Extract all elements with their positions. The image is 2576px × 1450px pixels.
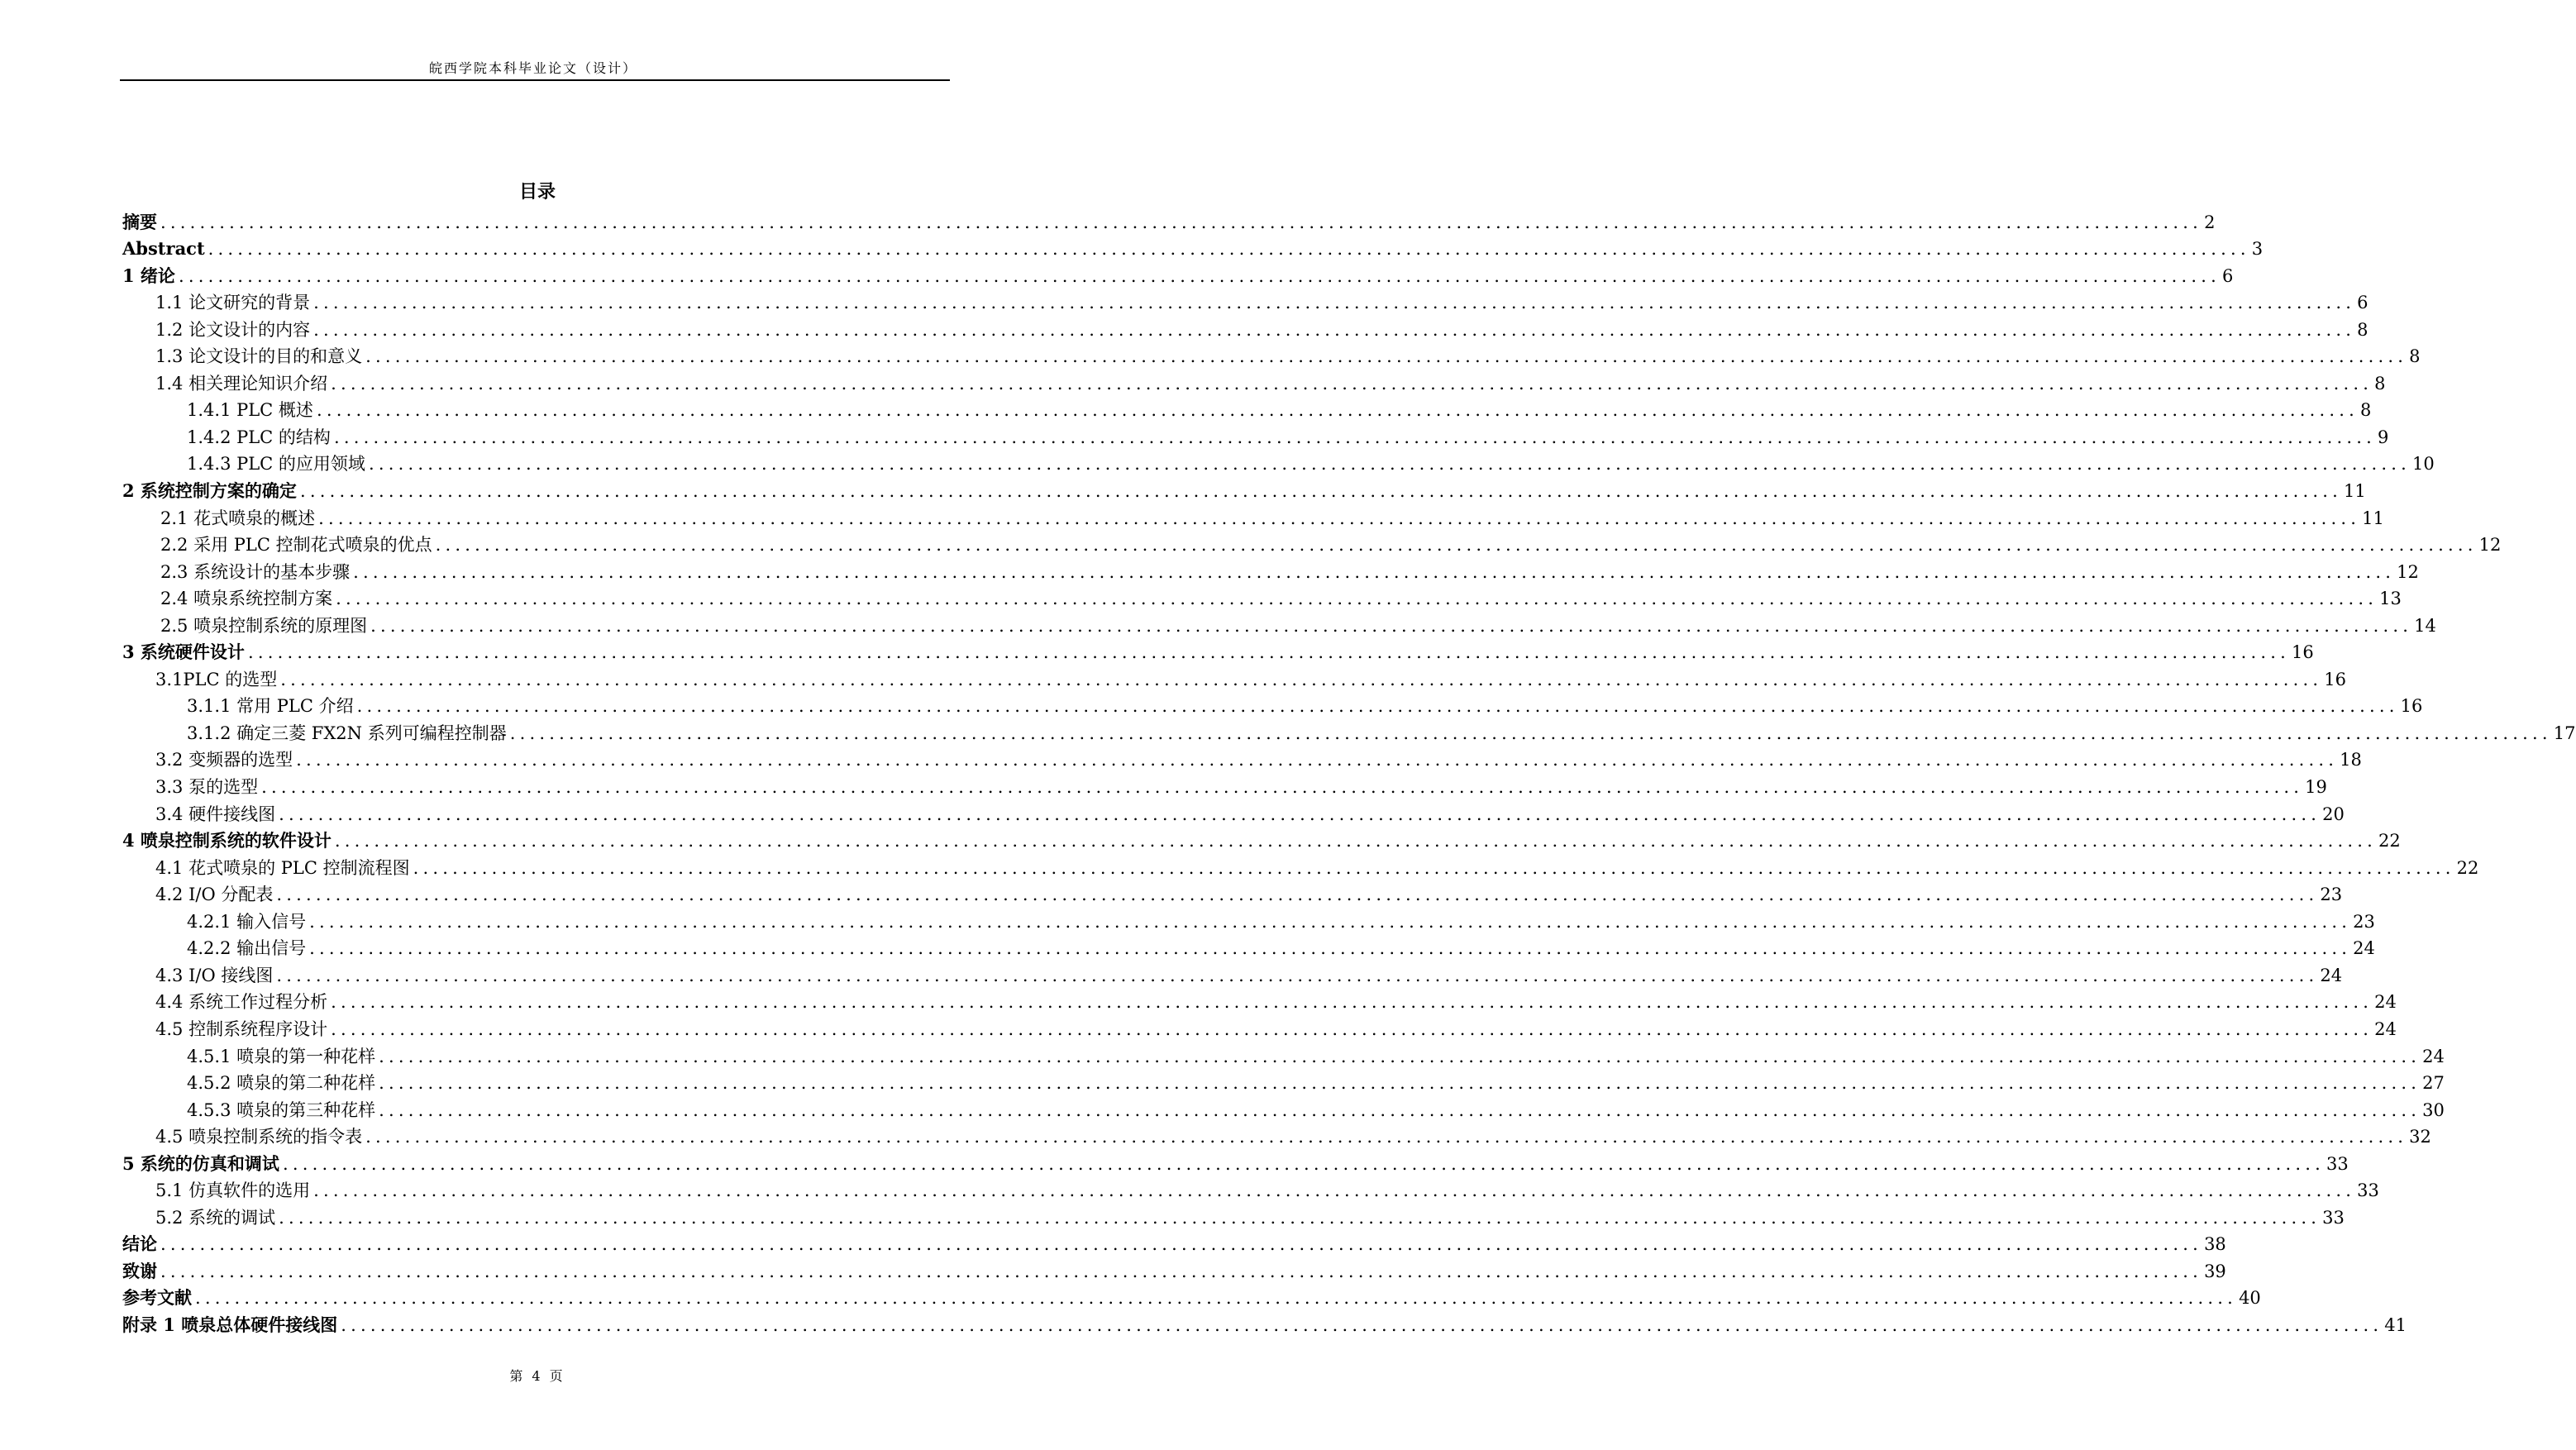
toc-dot-leader: ................................................................................................................................................................................................................ [195,1288,2238,1309]
toc-entry[interactable] [122,770,2327,798]
toc-entry[interactable] [122,851,2479,878]
toc-entry-page: 10 [2412,454,2435,475]
toc-entry-page: 6 [2222,265,2234,286]
toc-dot-leader: ................................................................................................................................................................................................................ [313,319,2356,340]
toc-entry[interactable] [122,743,2362,770]
toc-entry[interactable] [122,689,2423,717]
toc-entry-page: 12 [2478,535,2502,556]
toc-entry-label: 4.5.2 喷泉的第二种花样 [187,1073,376,1094]
toc-entry-page: 33 [2357,1181,2379,1201]
toc-entry[interactable] [122,447,2435,475]
toc-dot-leader: ................................................................................................................................................................................................................ [379,1073,2421,1094]
toc-entry[interactable] [122,501,2384,528]
toc-dot-leader: ................................................................................................................................................................................................................ [160,1234,2203,1255]
toc-dot-leader: ................................................................................................................................................................................................................ [435,535,2478,556]
toc-entry-label: 1.3 论文设计的目的和意义 [155,346,363,367]
toc-entry-label: 1 绪论 [122,265,175,286]
toc-entry-page: 8 [2357,319,2368,340]
toc-dot-leader: ................................................................................................................................................................................................................ [208,239,2250,260]
toc-dot-leader: ................................................................................................................................................................................................................ [160,212,2203,232]
toc-entry-label: 2 系统控制方案的确定 [122,480,297,502]
toc-entry-page: 22 [2378,831,2401,851]
toc-entry[interactable] [122,1039,2445,1066]
toc-entry[interactable] [122,259,2234,286]
toc-entry-page: 13 [2379,589,2402,609]
toc-entry-page: 24 [2353,938,2375,959]
toc-entry[interactable] [122,608,2436,636]
toc-entry-label: 2.2 采用 PLC 控制花式喷泉的优点 [160,535,432,556]
page-number: 第 4 页 [509,1368,565,1384]
toc-entry-label: 4.5 喷泉控制系统的指令表 [155,1127,363,1147]
toc-entry-label: 5 系统的仿真和调试 [122,1152,279,1174]
toc-entry-page: 8 [2409,346,2421,367]
toc-entry[interactable] [122,420,2389,447]
toc-entry-label: 1.2 论文设计的内容 [155,319,311,340]
toc-entry-page: 6 [2357,293,2368,313]
toc-dot-leader: ................................................................................................................................................................................................................ [333,427,2376,447]
toc-entry-page: 24 [2374,992,2397,1013]
toc-dot-leader: ................................................................................................................................................................................................................ [261,777,2304,798]
toc-entry[interactable] [122,1174,2379,1201]
toc-entry[interactable] [122,1281,2261,1309]
toc-entry-page: 30 [2422,1099,2445,1120]
toc-entry-page: 8 [2374,373,2386,394]
toc-entry-label: 4.4 系统工作过程分析 [155,992,328,1013]
toc-entry[interactable] [122,797,2345,824]
toc-entry-label: 4.5 控制系统程序设计 [155,1018,328,1039]
toc-entry-label: 5.1 仿真软件的选用 [155,1181,311,1201]
running-header: 皖西学院本科毕业论文（设计） [428,60,637,76]
toc-entry[interactable] [122,1228,2226,1255]
toc-entry[interactable] [122,205,2216,232]
toc-entry-label: 致谢 [122,1260,157,1281]
toc-entry[interactable] [122,312,2368,340]
toc-dot-leader: ................................................................................................................................................................................................................ [313,293,2356,313]
toc-dot-leader: ................................................................................................................................................................................................................ [299,481,2342,502]
toc-dot-leader: ................................................................................................................................................................................................................ [509,723,2552,743]
toc-dot-leader: ................................................................................................................................................................................................................ [313,1181,2356,1201]
toc-entry-label: 参考文献 [122,1287,192,1309]
header-rule [120,79,950,81]
toc-entry-page: 16 [2400,696,2423,717]
toc-entry[interactable] [122,985,2397,1013]
toc-entry[interactable] [122,662,2347,689]
toc-entry-page: 12 [2397,561,2419,582]
toc-dot-leader: ................................................................................................................................................................................................................ [336,589,2378,609]
toc-entry-page: 3 [2251,239,2264,260]
toc-entry[interactable] [122,636,2314,663]
toc-entry-label: 3.4 硬件接线图 [155,804,276,824]
toc-entry-page: 11 [2344,481,2366,502]
toc-entry-label: 附录 1 喷泉总体硬件接线图 [122,1314,338,1335]
toc-dot-leader: ................................................................................................................................................................................................................ [318,508,2361,528]
toc-entry[interactable] [122,1066,2445,1094]
toc-entry[interactable] [122,932,2375,959]
toc-dot-leader: ................................................................................................................................................................................................................ [365,346,2408,367]
toc-entry-label: 摘要 [122,211,157,232]
toc-entry-page: 40 [2239,1288,2261,1309]
toc-dot-leader: ................................................................................................................................................................................................................ [334,831,2377,851]
toc-entry[interactable] [122,1308,2407,1335]
toc-entry-page: 2 [2204,212,2216,232]
toc-entry[interactable] [122,1012,2397,1039]
toc-entry-page: 16 [2292,642,2314,663]
toc-dot-leader: ................................................................................................................................................................................................................ [331,992,2373,1013]
toc-dot-leader: ................................................................................................................................................................................................................ [279,1207,2321,1228]
toc-entry[interactable] [122,474,2366,502]
toc-entry-label: 4.5.1 喷泉的第一种花样 [187,1046,376,1066]
toc-dot-leader: ................................................................................................................................................................................................................ [353,561,2396,582]
toc-entry-page: 24 [2422,1046,2445,1066]
toc-entry-page: 38 [2204,1234,2226,1255]
toc-dot-leader: ................................................................................................................................................................................................................ [316,400,2359,421]
toc-entry-label: 1.1 论文研究的背景 [155,293,311,313]
toc-dot-leader: ................................................................................................................................................................................................................ [247,642,2290,663]
toc-entry-label: 4.2 I/O 分配表 [155,885,274,905]
toc-entry[interactable] [122,394,2372,421]
toc-entry-page: 33 [2326,1153,2349,1174]
toc-entry-label: 4.2.1 输入信号 [187,911,307,932]
toc-dot-leader: ................................................................................................................................................................................................................ [309,911,2352,932]
toc-entry[interactable] [122,555,2419,582]
toc-title: 目录 [518,181,556,203]
toc-dot-leader: ................................................................................................................................................................................................................ [365,1127,2408,1147]
toc-entry-page: 17 [2553,723,2576,743]
toc-entry-page: 22 [2456,857,2479,878]
toc-entry[interactable] [122,1147,2349,1174]
toc-entry-page: 33 [2322,1207,2345,1228]
toc-dot-leader: ................................................................................................................................................................................................................ [331,373,2373,394]
toc-dot-leader: ................................................................................................................................................................................................................ [356,696,2399,717]
toc-dot-leader: ................................................................................................................................................................................................................ [178,265,2221,286]
toc-entry-page: 9 [2378,427,2389,447]
toc-entry-label: 3.1PLC 的选型 [155,669,278,689]
toc-entry-label: 1.4.1 PLC 概述 [187,400,313,421]
toc-entry-label: 1.4.3 PLC 的应用领域 [187,454,365,475]
toc-dot-leader: ................................................................................................................................................................................................................ [331,1018,2373,1039]
table-of-contents [122,205,2576,1335]
toc-entry[interactable] [122,366,2386,394]
toc-entry-label: 4.2.2 输出信号 [187,938,307,959]
toc-entry-page: 27 [2422,1073,2445,1094]
toc-entry[interactable] [122,1200,2345,1228]
toc-entry-label: 2.5 喷泉控制系统的原理图 [160,615,368,636]
toc-entry-page: 23 [2353,911,2375,932]
toc-entry-label: 1.4 相关理论知识介绍 [155,373,328,394]
toc-entry-page: 23 [2320,885,2343,905]
toc-dot-leader: ................................................................................................................................................................................................................ [276,885,2319,905]
toc-entry-label: 3.2 变频器的选型 [155,750,293,770]
toc-dot-leader: ................................................................................................................................................................................................................ [370,615,2413,636]
toc-entry-label: 1.4.2 PLC 的结构 [187,427,331,447]
toc-entry-label: 2.4 喷泉系统控制方案 [160,589,333,609]
toc-dot-leader: ................................................................................................................................................................................................................ [341,1314,2383,1335]
toc-entry-page: 20 [2322,804,2345,824]
toc-entry[interactable] [122,958,2343,985]
toc-entry-page: 14 [2414,615,2436,636]
toc-entry[interactable] [122,286,2368,313]
toc-entry-page: 24 [2374,1018,2397,1039]
toc-entry-label: 2.1 花式喷泉的概述 [160,508,316,528]
toc-entry-page: 24 [2320,965,2343,985]
toc-entry-label: 3 系统硬件设计 [122,642,245,663]
toc-entry[interactable] [122,1254,2226,1281]
toc-entry[interactable] [122,716,2576,743]
toc-entry-page: 16 [2324,669,2347,689]
toc-entry-label: 3.3 泵的选型 [155,777,259,798]
toc-dot-leader: ................................................................................................................................................................................................................ [309,938,2352,959]
toc-entry-label: 4.5.3 喷泉的第三种花样 [187,1099,376,1120]
toc-entry[interactable] [122,1120,2431,1147]
toc-entry-label: 结论 [122,1233,157,1255]
toc-dot-leader: ................................................................................................................................................................................................................ [368,454,2411,475]
toc-dot-leader: ................................................................................................................................................................................................................ [296,750,2339,770]
toc-entry-label: Abstract [122,238,205,260]
toc-entry-label: 4 喷泉控制系统的软件设计 [122,830,332,851]
toc-entry-label: 3.1.1 常用 PLC 介绍 [187,696,354,717]
toc-dot-leader: ................................................................................................................................................................................................................ [160,1261,2203,1281]
toc-entry[interactable] [122,824,2401,851]
toc-entry[interactable] [122,878,2343,905]
toc-entry-page: 39 [2204,1261,2226,1281]
toc-entry-page: 8 [2360,400,2372,421]
toc-entry[interactable] [122,528,2502,556]
toc-entry-label: 4.1 花式喷泉的 PLC 控制流程图 [155,857,410,878]
toc-entry[interactable] [122,904,2375,932]
toc-dot-leader: ................................................................................................................................................................................................................ [279,804,2321,824]
toc-dot-leader: ................................................................................................................................................................................................................ [379,1046,2421,1066]
toc-dot-leader: ................................................................................................................................................................................................................ [379,1099,2421,1120]
toc-dot-leader: ................................................................................................................................................................................................................ [413,857,2455,878]
toc-entry-label: 2.3 系统设计的基本步骤 [160,561,351,582]
toc-dot-leader: ................................................................................................................................................................................................................ [282,1153,2325,1174]
toc-dot-leader: ................................................................................................................................................................................................................ [280,669,2323,689]
toc-entry-page: 11 [2362,508,2384,528]
toc-entry[interactable] [122,232,2264,260]
toc-entry-page: 41 [2384,1314,2407,1335]
toc-entry[interactable] [122,340,2421,367]
toc-entry-label: 3.1.2 确定三菱 FX2N 系列可编程控制器 [187,723,507,743]
toc-entry-label: 4.3 I/O 接线图 [155,965,274,985]
toc-dot-leader: ................................................................................................................................................................................................................ [276,965,2319,985]
toc-entry-page: 19 [2305,777,2327,798]
toc-entry[interactable] [122,582,2402,609]
toc-entry-page: 32 [2409,1127,2431,1147]
toc-entry-page: 18 [2340,750,2362,770]
toc-entry-label: 5.2 系统的调试 [155,1207,276,1228]
toc-entry[interactable] [122,1093,2445,1120]
